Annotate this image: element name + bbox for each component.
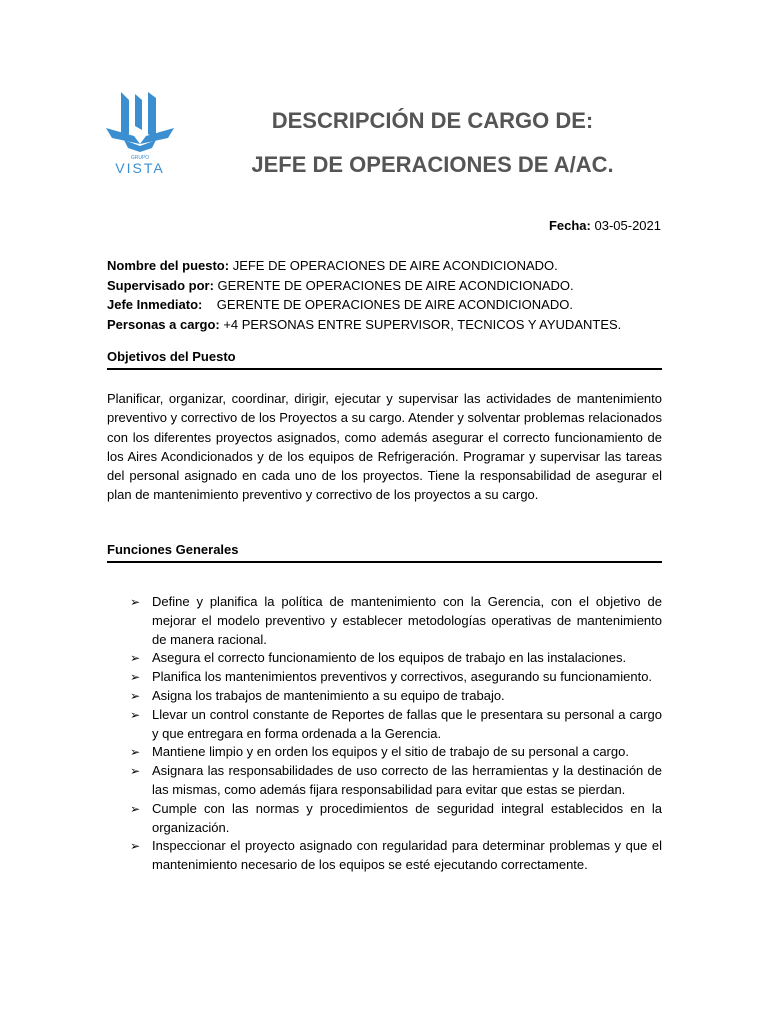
info-label: Nombre del puesto: — [107, 258, 230, 273]
arrow-bullet-icon: ➢ — [130, 670, 141, 685]
list-item-text: Llevar un control constante de Reportes de fallas que le presentara su personal a cargo y que entregara en forma ordenada a la Gerencia. — [152, 706, 662, 741]
date-value: 03-05-2021 — [590, 218, 661, 233]
date-line — [549, 218, 661, 233]
arrow-bullet-icon: ➢ — [130, 688, 141, 703]
arrow-bullet-icon: ➢ — [130, 651, 141, 666]
list-item — [130, 762, 662, 800]
list-item — [130, 593, 662, 649]
list-item-text: Cumple con las normas y procedimientos de seguridad integral establecidos en la organización. — [152, 800, 662, 835]
document-title-line-2: JEFE DE OPERACIONES DE A/AC. — [251, 152, 614, 177]
list-item — [130, 687, 662, 706]
list-item — [130, 706, 662, 744]
info-value: GERENTE DE OPERACIONES DE AIRE ACONDICIONADO. — [213, 277, 574, 293]
info-value: JEFE DE OPERACIONES DE AIRE ACONDICIONADO. — [229, 258, 558, 273]
arrow-bullet-icon: ➢ — [130, 745, 141, 760]
list-item — [130, 837, 662, 875]
arrow-bullet-icon: ➢ — [130, 595, 141, 609]
list-item-text: Inspeccionar el proyecto asignado con regularidad para determinar problemas y que el mantenimiento necesario de los equipos se esté ejecutando correctamente. — [152, 838, 662, 873]
list-item-text: Planifica los mantenimientos preventivos y correctivos, asegurando su funcionamiento. — [152, 669, 653, 685]
info-row-jefe — [107, 295, 621, 315]
info-label: Jefe Inmediato: — [107, 297, 203, 312]
info-label: Supervisado por: — [107, 277, 214, 293]
date-label: Fecha: — [548, 218, 591, 233]
info-row-personas — [107, 315, 621, 335]
job-info-block — [107, 256, 621, 334]
info-row-puesto — [107, 256, 621, 276]
list-item-text: Asegura el correcto funcionamiento de los equipos de trabajo en las instalaciones. — [152, 650, 627, 666]
section-heading-funciones: Funciones Generales — [107, 542, 662, 563]
funciones-list — [130, 593, 662, 875]
logo-small-text: GRUPO — [130, 155, 150, 161]
list-item-text: Asigna los trabajos de mantenimiento a su equipo de trabajo. — [152, 687, 505, 703]
arrow-bullet-icon: ➢ — [130, 764, 141, 779]
info-value: GERENTE DE OPERACIONES DE AIRE ACONDICIONADO. — [202, 297, 573, 312]
document-title-line-1: DESCRIPCIÓN DE CARGO DE: — [271, 108, 594, 133]
list-item-text: Define y planifica la política de mantenimiento con la Gerencia, con el objetivo de mejorar el modelo preventivo y establecer metodologías operativas de mantenimiento de manera racional. — [152, 594, 662, 647]
info-label: Personas a cargo: — [107, 316, 220, 332]
list-item — [130, 649, 662, 668]
list-item — [130, 743, 662, 762]
info-row-supervisado — [107, 276, 621, 296]
logo-brand-text: VISTA — [115, 160, 165, 176]
arrow-bullet-icon: ➢ — [130, 801, 141, 816]
info-value: +4 PERSONAS ENTRE SUPERVISOR, TECNICOS Y AYUDANTES. — [219, 316, 622, 332]
list-item — [130, 800, 662, 838]
company-logo — [104, 90, 176, 176]
list-item — [130, 668, 662, 687]
list-item-text: Asignara las responsabilidades de uso correcto de las herramientas y la destinación de las mismas, como además fijara responsabilidad para evitar que estas se pierdan. — [152, 763, 662, 797]
section-heading-objetivos: Objetivos del Puesto — [107, 349, 662, 370]
objetivos-paragraph: Planificar, organizar, coordinar, dirigir, ejecutar y supervisar las actividades de mantenimiento preventivo y correctivo de los Proyectos a su cargo. Atender y solventar problemas relacionados con los diferentes proyectos asignados, como además asegurar el correcto funcionamiento de los Aires Acondicionados y de los equipos de Refrigeración. Programar y supervisar las tareas del personal asignado en cada uno de los proyectos. Tiene la responsabilidad de asegurar el plan de mantenimiento preventivo y correctivo de los proyectos a su cargo. — [107, 391, 662, 503]
list-item-text: Mantiene limpio y en orden los equipos y el sitio de trabajo de su personal a cargo. — [152, 744, 629, 760]
arrow-bullet-icon: ➢ — [130, 707, 141, 722]
arrow-bullet-icon: ➢ — [130, 839, 141, 854]
